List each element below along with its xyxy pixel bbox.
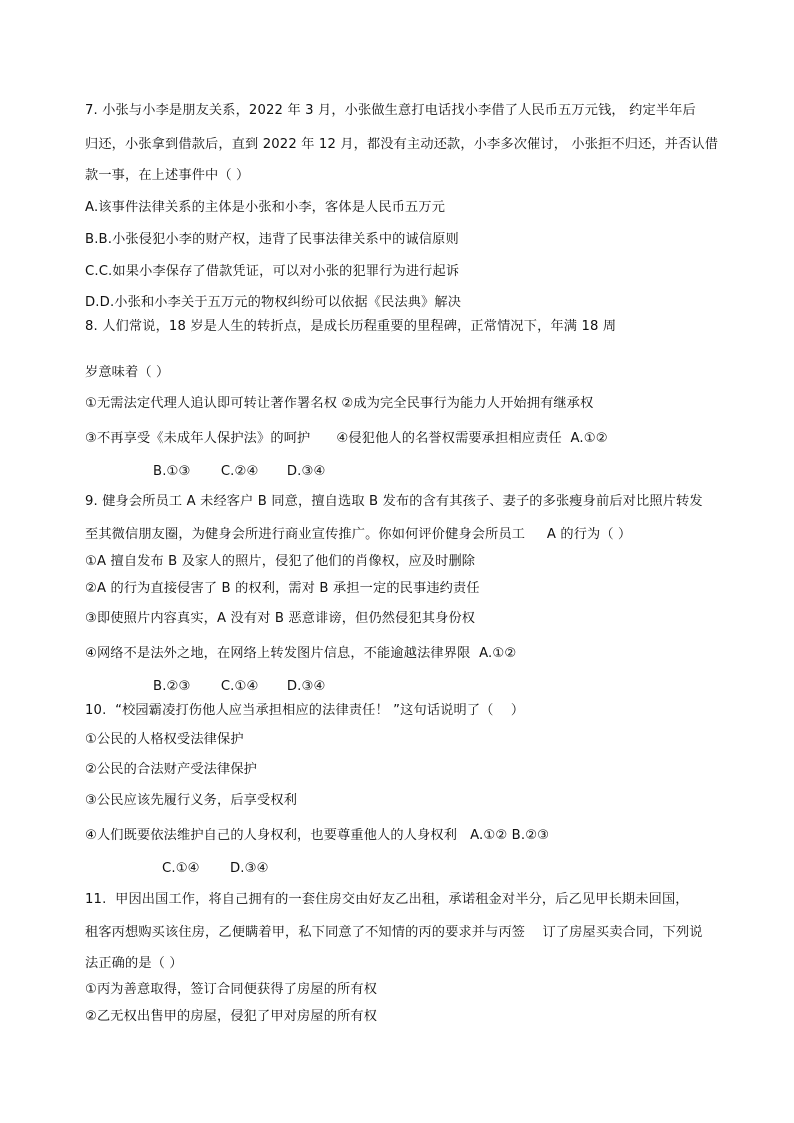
q7-stem-line3: 款一事，在上述事件中（ ）	[85, 168, 250, 183]
q8-options-row	[153, 463, 325, 481]
q10-item-3: ③公民应该先履行义务，后享受权利	[85, 793, 298, 808]
q9-options-row	[153, 678, 325, 696]
q10-option-c: C.①④	[162, 861, 200, 876]
q9-option-d: D.③④	[286, 679, 326, 694]
q11-stem-line2: 租客丙想购买该住房，乙便瞒着甲，私下同意了不知情的丙的要求并与丙签 订了房屋买卖合同，下列说	[85, 925, 703, 940]
q9-item-1: ①A 擅自发布 B 及家人的照片，侵犯了他们的肖像权，应及时删除	[85, 554, 476, 569]
q11-item-2: ②乙无权出售甲的房屋，侵犯了甲对房屋的所有权	[85, 1009, 378, 1024]
q10-item-1: ①公民的人格权受法律保护	[85, 732, 244, 747]
q10-stem: 10. “校园霸凌打伤他人应当承担相应的法律责任！ ”这句话说明了（ ）	[85, 703, 525, 718]
q7-option-a: A.该事件法律关系的主体是小张和小李，客体是人民币五万元	[85, 200, 446, 215]
q7-stem-line1: 7. 小张与小李是朋友关系，2022 年 3 月，小张做生意打电话找小李借了人民币五万元钱， 约定半年后	[85, 103, 696, 118]
q10-item-2: ②公民的合法财产受法律保护	[85, 762, 258, 777]
q11-stem-line3: 法正确的是（ ）	[85, 956, 183, 971]
q8-stem-line2: 岁意味着（ ）	[85, 365, 170, 380]
q8-stem-line1: 8. 人们常说，18 岁是人生的转折点，是成长历程重要的里程碑，正常情况下，年满 18 周	[85, 319, 617, 334]
q10-options-row	[162, 860, 269, 878]
q9-option-c: C.①④	[220, 679, 259, 694]
q9-item-3: ③即使照片内容真实，A 没有对 B 恶意诽谤，但仍然侵犯其身份权	[85, 611, 476, 626]
q9-item-2: ②A 的行为直接侵害了 B 的权利，需对 B 承担一定的民事违约责任	[85, 581, 480, 596]
q10-option-d: D.③④	[230, 861, 269, 876]
q11-stem-line1: 11. 甲因出国工作，将自己拥有的一套住房交由好友乙出租，承诺租金对半分，后乙见甲长期未回国，	[85, 892, 689, 907]
q8-option-b: B.①③	[153, 464, 191, 479]
q9-option-b: B.②③	[153, 679, 191, 694]
q8-option-d: D.③④	[286, 464, 326, 479]
q7-stem-line2: 归还，小张拿到借款后，直到 2022 年 12 月，都没有主动还款，小李多次催讨， 小张拒不归还，并否认借	[85, 137, 719, 152]
q7-option-d: D.D.小张和小李关于五万元的物权纠纷可以依据《民法典》解决	[85, 295, 462, 310]
q7-option-c: C.C.如果小李保存了借款凭证，可以对小张的犯罪行为进行起诉	[85, 264, 460, 279]
q11-item-1: ①丙为善意取得，签订合同便获得了房屋的所有权	[85, 982, 378, 997]
q10-item-4: ④人们既要依法维护自己的人身权利，也要尊重他人的人身权利 A.①② B.②③	[85, 828, 550, 843]
q8-items-1-2: ①无需法定代理人追认即可转让著作署名权 ②成为完全民事行为能力人开始拥有继承权	[85, 396, 594, 411]
q9-stem-line2: 至其微信朋友圈，为健身会所进行商业宣传推广。你如何评价健身会所员工 A 的行为（ ）	[85, 527, 632, 542]
q8-items-3-4: ③不再享受《未成年人保护法》的呵护 ④侵犯他人的名誉权需要承担相应责任 A.①②	[85, 431, 608, 446]
q9-stem-line1: 9. 健身会所员工 A 未经客户 B 同意，擅自选取 B 发布的含有其孩子、妻子的多张瘦身前后对比照片转发	[85, 494, 703, 509]
q7-option-b: B.B.小张侵犯小李的财产权，违背了民事法律关系中的诚信原则	[85, 232, 459, 247]
q8-option-c: C.②④	[220, 464, 259, 479]
q9-item-4: ④网络不是法外之地，在网络上转发图片信息，不能逾越法律界限 A.①②	[85, 646, 517, 661]
